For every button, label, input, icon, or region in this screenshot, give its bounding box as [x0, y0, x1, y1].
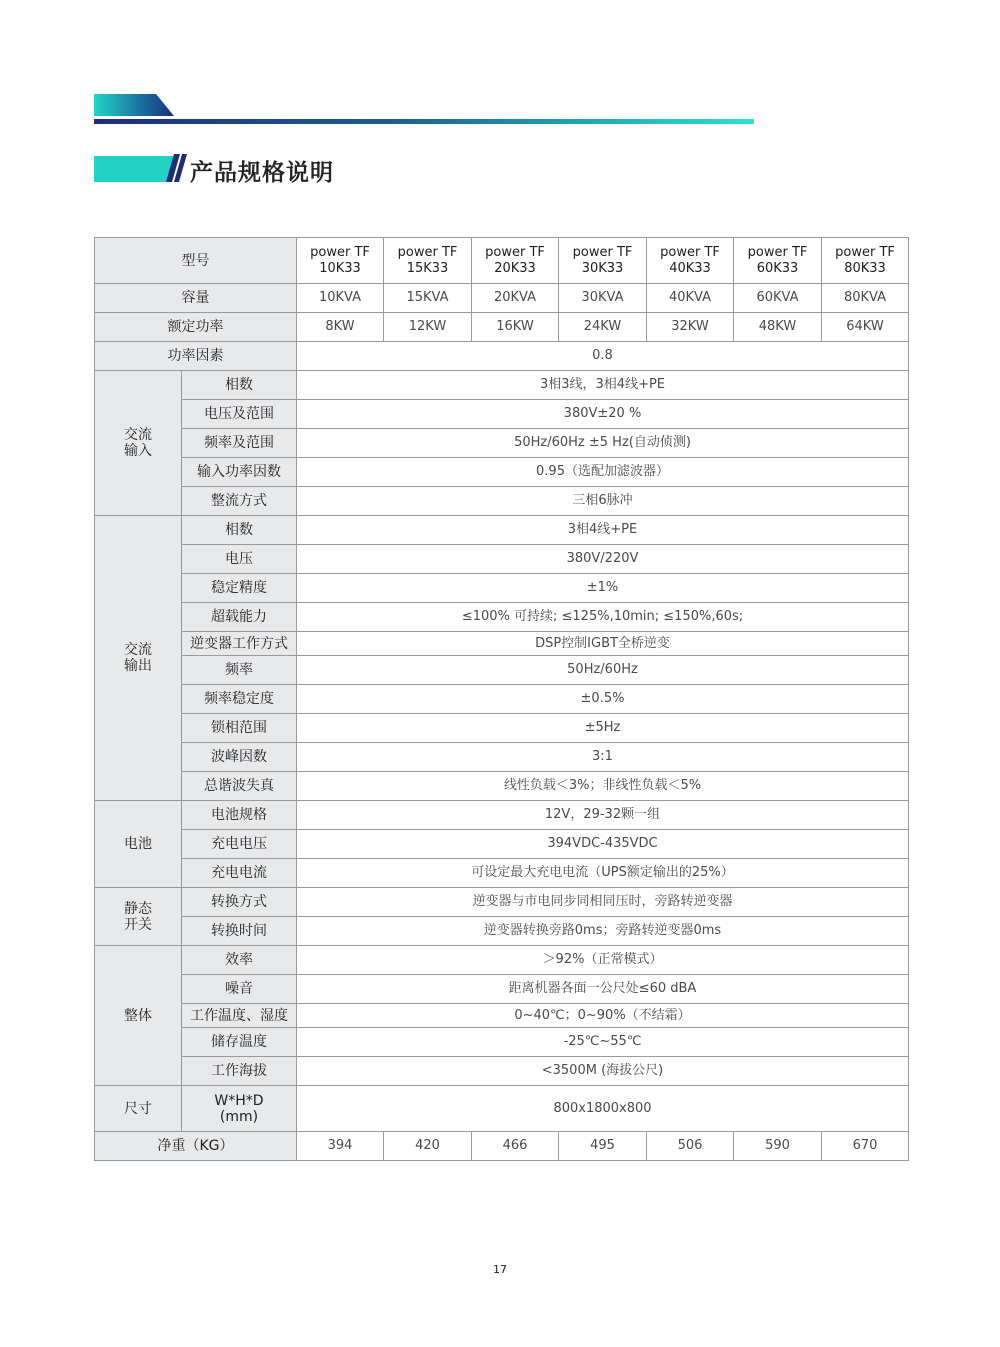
- table-row: [95, 574, 909, 603]
- table-row: [95, 946, 909, 975]
- row-label: 工作海拔: [182, 1057, 297, 1086]
- cell: 可设定最大充电电流（UPS额定输出的25%）: [297, 859, 909, 888]
- model-header: power TF 80K33: [822, 238, 909, 284]
- capacity-row: [95, 284, 909, 313]
- table-row: [95, 772, 909, 801]
- table-row: [95, 400, 909, 429]
- cell: 3相4线+PE: [297, 516, 909, 545]
- table-row: [95, 888, 909, 917]
- row-label: 相数: [182, 371, 297, 400]
- table-row: [95, 975, 909, 1004]
- row-label: 额定功率: [95, 313, 297, 342]
- cell: 15KVA: [384, 284, 472, 313]
- table-row: [95, 458, 909, 487]
- cell: 3相3线，3相4线+PE: [297, 371, 909, 400]
- row-label: 净重（KG）: [95, 1132, 297, 1161]
- row-label: 整流方式: [182, 487, 297, 516]
- cell: 495: [559, 1132, 647, 1161]
- table-row: [95, 656, 909, 685]
- row-label: 相数: [182, 516, 297, 545]
- cell: 20KVA: [472, 284, 559, 313]
- cell: 12KW: [384, 313, 472, 342]
- table-row: [95, 685, 909, 714]
- cell: 60KVA: [734, 284, 822, 313]
- cell: 50Hz/60Hz ±5 Hz(自动侦测): [297, 429, 909, 458]
- cell: 逆变器转换旁路0ms；旁路转逆变器0ms: [297, 917, 909, 946]
- cell: 线性负载＜3%；非线性负载＜5%: [297, 772, 909, 801]
- cell: 506: [647, 1132, 734, 1161]
- section-title: 产品规格说明: [190, 160, 334, 186]
- table-row: [95, 917, 909, 946]
- row-label: 容量: [95, 284, 297, 313]
- cell: 420: [384, 1132, 472, 1161]
- table-row: [95, 859, 909, 888]
- model-header: power TF 60K33: [734, 238, 822, 284]
- model-label: 型号: [95, 238, 297, 284]
- cell: 8KW: [297, 313, 384, 342]
- row-label: 转换方式: [182, 888, 297, 917]
- row-label: 储存温度: [182, 1028, 297, 1057]
- cell: 380V±20 %: [297, 400, 909, 429]
- row-label: W*H*D (mm): [182, 1086, 297, 1132]
- cell: ≤100% 可持续; ≤125%,10min; ≤150%,60s;: [297, 603, 909, 632]
- row-label: 电池规格: [182, 801, 297, 830]
- table-row: [95, 801, 909, 830]
- row-label: 稳定精度: [182, 574, 297, 603]
- row-label: 总谐波失真: [182, 772, 297, 801]
- table-row: [95, 1057, 909, 1086]
- model-header: power TF 20K33: [472, 238, 559, 284]
- table-row: [95, 487, 909, 516]
- table-row: [95, 603, 909, 632]
- cell: 394: [297, 1132, 384, 1161]
- header-row: [95, 238, 909, 284]
- cell: -25℃~55℃: [297, 1028, 909, 1057]
- cell: 24KW: [559, 313, 647, 342]
- group-label-ac-input: 交流 输入: [95, 371, 182, 516]
- cell: 三相6脉冲: [297, 487, 909, 516]
- cell: 50Hz/60Hz: [297, 656, 909, 685]
- cell: 10KVA: [297, 284, 384, 313]
- cell: 670: [822, 1132, 909, 1161]
- row-label: 锁相范围: [182, 714, 297, 743]
- row-label: 转换时间: [182, 917, 297, 946]
- cell: ±1%: [297, 574, 909, 603]
- row-label: 噪音: [182, 975, 297, 1004]
- power-factor-row: [95, 342, 909, 371]
- cell: 380V/220V: [297, 545, 909, 574]
- table-row: [95, 714, 909, 743]
- group-label-overall: 整体: [95, 946, 182, 1086]
- table-row: [95, 632, 909, 656]
- cell: ＞92%（正常模式）: [297, 946, 909, 975]
- cell: 590: [734, 1132, 822, 1161]
- row-label: 逆变器工作方式: [182, 632, 297, 656]
- group-label-size: 尺寸: [95, 1086, 182, 1132]
- row-label: 输入功率因数: [182, 458, 297, 487]
- cell: 394VDC-435VDC: [297, 830, 909, 859]
- model-header: power TF 30K33: [559, 238, 647, 284]
- cell: DSP控制IGBT全桥逆变: [297, 632, 909, 656]
- cell: 466: [472, 1132, 559, 1161]
- cell: 48KW: [734, 313, 822, 342]
- group-label-static-switch: 静态 开关: [95, 888, 182, 946]
- table-row: [95, 371, 909, 400]
- row-label: 波峰因数: [182, 743, 297, 772]
- cell: 0~40℃；0~90%（不结霜）: [297, 1004, 909, 1028]
- table-row: [95, 830, 909, 859]
- cell: <3500M (海拔公尺): [297, 1057, 909, 1086]
- size-row: [95, 1086, 909, 1132]
- model-header: power TF 15K33: [384, 238, 472, 284]
- row-label: 功率因素: [95, 342, 297, 371]
- cell: 逆变器与市电同步同相同压时，旁路转逆变器: [297, 888, 909, 917]
- rated-power-row: [95, 313, 909, 342]
- group-label-ac-output: 交流 输出: [95, 516, 182, 801]
- cell: 30KVA: [559, 284, 647, 313]
- table-row: [95, 429, 909, 458]
- row-label: 充电电压: [182, 830, 297, 859]
- cell: ±5Hz: [297, 714, 909, 743]
- cell: 80KVA: [822, 284, 909, 313]
- row-label: 充电电流: [182, 859, 297, 888]
- cell: 距离机器各面一公尺处≤60 dBA: [297, 975, 909, 1004]
- cell: 0.95（选配加滤波器）: [297, 458, 909, 487]
- net-weight-row: [95, 1132, 909, 1161]
- row-label: 频率稳定度: [182, 685, 297, 714]
- table-row: [95, 516, 909, 545]
- cell: 12V，29-32颗一组: [297, 801, 909, 830]
- row-label: 超载能力: [182, 603, 297, 632]
- spec-table: [94, 237, 909, 1161]
- model-header: power TF 40K33: [647, 238, 734, 284]
- cell: 800x1800x800: [297, 1086, 909, 1132]
- row-label: 效率: [182, 946, 297, 975]
- table-row: [95, 1004, 909, 1028]
- cell: 40KVA: [647, 284, 734, 313]
- header-decor-bar: [94, 94, 754, 124]
- cell: ±0.5%: [297, 685, 909, 714]
- cell: 64KW: [822, 313, 909, 342]
- cell: 0.8: [297, 342, 909, 371]
- row-label: 电压: [182, 545, 297, 574]
- table-row: [95, 1028, 909, 1057]
- table-row: [95, 545, 909, 574]
- page-number: 17: [493, 1263, 507, 1276]
- table-row: [95, 743, 909, 772]
- model-header: power TF 10K33: [297, 238, 384, 284]
- group-label-battery: 电池: [95, 801, 182, 888]
- cell: 32KW: [647, 313, 734, 342]
- cell: 16KW: [472, 313, 559, 342]
- row-label: 频率: [182, 656, 297, 685]
- row-label: 电压及范围: [182, 400, 297, 429]
- row-label: 工作温度、湿度: [182, 1004, 297, 1028]
- row-label: 频率及范围: [182, 429, 297, 458]
- cell: 3:1: [297, 743, 909, 772]
